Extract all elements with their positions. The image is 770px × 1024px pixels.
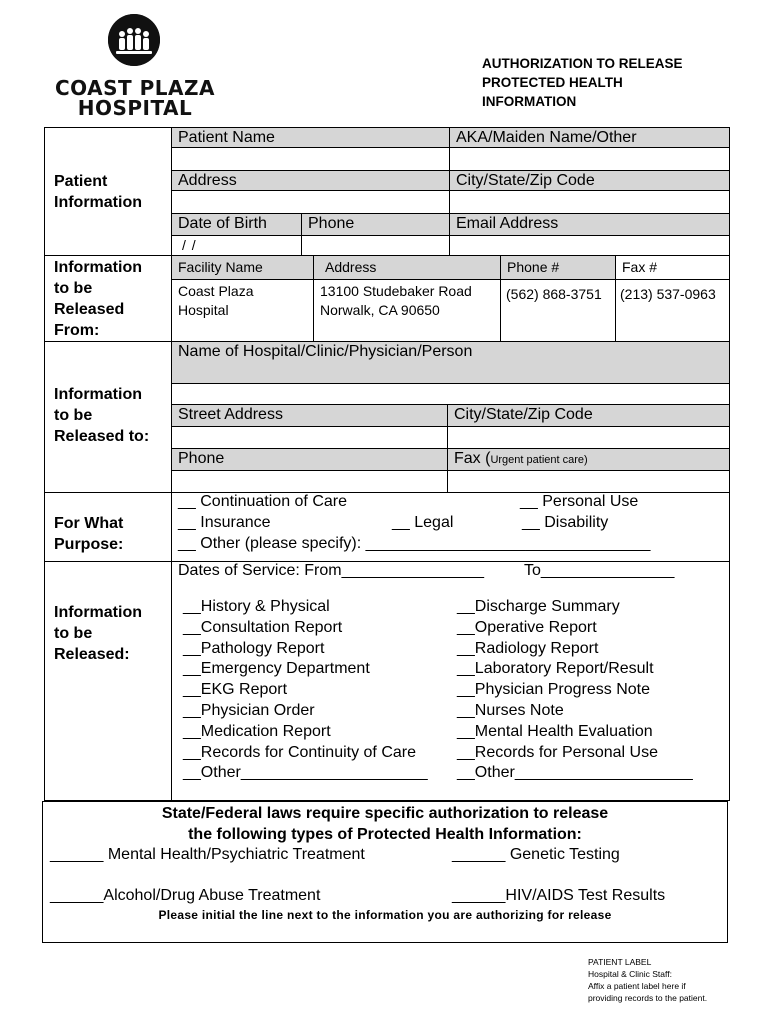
purpose-disability-option[interactable]: __ Disability [522, 514, 609, 531]
patient-label-line: Hospital & Clinic Staff: [588, 969, 672, 979]
purpose-other-option[interactable]: __ Other (please specify): ________________________________ [178, 535, 651, 552]
form-title-line: INFORMATION [482, 94, 577, 109]
record-option[interactable]: __Physician Order [183, 701, 315, 719]
mental-health-initial[interactable]: ______ Mental Health/Psychiatric Treatment [50, 846, 365, 863]
record-option[interactable]: __Operative Report [457, 618, 597, 636]
section-label-line: Information [54, 604, 142, 621]
purpose-insurance-option[interactable]: __ Insurance [178, 514, 271, 531]
city-state-zip-field[interactable] [450, 191, 728, 212]
record-option[interactable]: __Physician Progress Note [457, 681, 650, 699]
section-label-line: For What [54, 515, 124, 532]
street-address-label: Street Address [178, 406, 283, 423]
form-title-line: PROTECTED HEALTH [482, 75, 623, 90]
section-label-line: Patient [54, 173, 108, 190]
record-option[interactable]: __Nurses Note [457, 701, 564, 719]
section-label-line: Information [54, 259, 142, 276]
record-option[interactable]: __EKG Report [183, 681, 288, 699]
special-instruction: Please initial the line next to the information you are authorizing for release [158, 908, 612, 922]
record-option[interactable]: __History & Physical [183, 598, 330, 615]
record-option[interactable]: __Discharge Summary [457, 598, 620, 615]
recipient-csz-field[interactable] [448, 427, 728, 447]
logo-text-line1: COAST PLAZA [55, 76, 215, 100]
dob-label: Date of Birth [178, 215, 267, 232]
patient-label-line: Affix a patient label here if [588, 981, 686, 991]
recipient-fax-field[interactable] [448, 471, 728, 491]
section-label-line: to be [54, 407, 93, 424]
facility-phone-header: Phone # [507, 259, 560, 275]
recipient-fax-label [454, 450, 588, 468]
fax-note: Urgent patient care) [490, 454, 588, 466]
section-label-line: to be [54, 625, 93, 642]
facility-fax-header: Fax # [622, 259, 658, 275]
logo-text-line2: HOSPITAL [77, 96, 193, 120]
dates-of-service-to[interactable]: To_______________ [524, 562, 675, 579]
alcohol-drug-initial[interactable]: ______Alcohol/Drug Abuse Treatment [50, 887, 321, 904]
facility-address-line: Norwalk, CA 90650 [320, 302, 440, 318]
hiv-aids-initial[interactable]: ______HIV/AIDS Test Results [452, 887, 666, 904]
address-label: Address [178, 172, 237, 189]
recipient-name-label: Name of Hospital/Clinic/Physician/Person [178, 343, 473, 360]
record-option[interactable]: __Records for Personal Use [457, 743, 658, 761]
patient-label-line: PATIENT LABEL [588, 957, 652, 967]
shade-band [171, 448, 729, 470]
record-option[interactable]: __Records for Continuity of Care [183, 743, 416, 761]
section-label-line: From: [54, 322, 100, 339]
patient-name-field[interactable] [172, 148, 448, 169]
facility-phone-value: (562) 868-3751 [506, 286, 602, 302]
recipient-phone-label: Phone [178, 450, 225, 467]
section-label-line: Released: [54, 646, 130, 663]
patient-label-note [588, 956, 707, 1004]
recipient-phone-field[interactable] [172, 471, 446, 491]
section-label-line: Purpose: [54, 536, 124, 553]
street-address-field[interactable] [172, 427, 446, 447]
section-label-line: Released [54, 301, 125, 318]
facility-address-header: Address [325, 259, 377, 275]
section-released-to [54, 384, 149, 447]
patient-name-label: Patient Name [178, 129, 275, 146]
facility-address-line: 13100 Studebaker Road [320, 283, 472, 299]
facility-fax-value: (213) 537-0963 [620, 286, 716, 302]
aka-field[interactable] [450, 148, 728, 169]
genetic-testing-initial[interactable]: ______ Genetic Testing [452, 846, 620, 863]
section-label-line: to be [54, 280, 93, 297]
record-option[interactable]: __Other____________________ [457, 764, 693, 782]
section-purpose [54, 513, 123, 555]
special-heading-line2: the following types of Protected Health Information: [188, 826, 582, 843]
section-label-line: Information [54, 194, 142, 211]
city-state-zip-label: City/State/Zip Code [456, 172, 595, 189]
email-label: Email Address [456, 215, 559, 232]
recipient-csz-label: City/State/Zip Code [454, 406, 593, 423]
facility-name-header: Facility Name [178, 259, 263, 275]
phone-label: Phone [308, 215, 355, 232]
records-left-column [183, 597, 428, 784]
facility-name-line: Hospital [178, 302, 229, 318]
fax-label-text: Fax ( [454, 450, 491, 467]
recipient-name-field[interactable] [172, 384, 728, 403]
section-info-released [54, 602, 142, 665]
record-option[interactable]: __Radiology Report [457, 639, 599, 657]
record-option[interactable]: __Laboratory Report/Result [457, 660, 654, 678]
record-option[interactable]: __Pathology Report [183, 639, 325, 657]
special-heading-line1: State/Federal laws require specific authorization to release [161, 805, 609, 822]
address-field[interactable] [172, 191, 448, 212]
dob-field[interactable]: / / [182, 237, 197, 253]
facility-address-value [320, 282, 472, 320]
record-option[interactable]: __Emergency Department [183, 660, 370, 678]
section-label-line: Information [54, 386, 142, 403]
shade-band [171, 170, 729, 190]
record-option[interactable]: __Other_____________________ [183, 764, 428, 782]
patient-label-line: providing records to the patient. [588, 993, 708, 1003]
email-field[interactable] [450, 236, 728, 254]
form-title-line: AUTHORIZATION TO RELEASE [482, 56, 683, 71]
phone-field[interactable] [302, 236, 448, 254]
purpose-personal-option[interactable]: __ Personal Use [520, 493, 639, 510]
record-option[interactable]: __Consultation Report [183, 618, 343, 636]
dates-of-service-from[interactable]: Dates of Service: From________________ [178, 562, 484, 579]
facility-name-line: Coast Plaza [178, 283, 254, 299]
purpose-legal-option[interactable]: __ Legal [392, 514, 454, 531]
purpose-continuation-option[interactable]: __ Continuation of Care [178, 493, 347, 510]
section-label-line: Released to: [54, 428, 150, 445]
section-released-from [54, 257, 142, 341]
record-option[interactable]: __Mental Health Evaluation [457, 722, 653, 740]
record-option[interactable]: __Medication Report [183, 722, 331, 740]
aka-label: AKA/Maiden Name/Other [456, 129, 637, 146]
facility-name-value [178, 282, 253, 320]
section-patient-information [54, 171, 142, 213]
records-right-column [457, 597, 693, 784]
